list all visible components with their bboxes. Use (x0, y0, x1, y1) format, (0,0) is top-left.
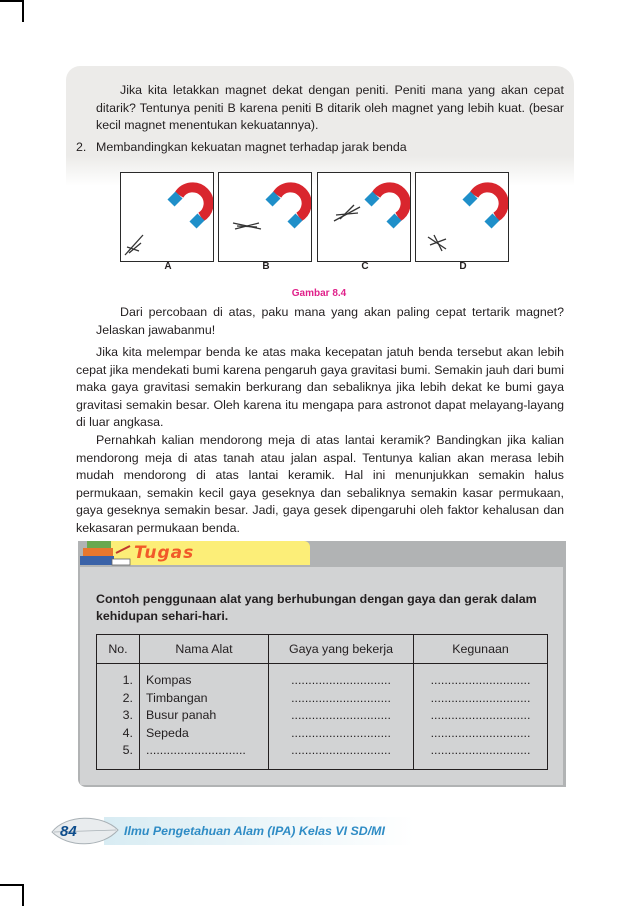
crop-mark (22, 0, 24, 22)
number-column (97, 664, 140, 770)
figure-label-b: B (262, 261, 270, 272)
answer-blank: ............................. (291, 690, 391, 705)
task-title: Tugas (134, 543, 195, 563)
row-number: 3. (122, 708, 133, 723)
answer-blank: ............................. (291, 725, 391, 740)
answer-blank: ............................. (430, 690, 531, 705)
row-number: 5. (122, 743, 133, 758)
item-2-text: Membandingkan kekuatan magnet terhadap jarak benda (96, 140, 407, 154)
page-number: 84 (60, 823, 77, 840)
tool-name-blank: ............................. (146, 743, 246, 758)
answer-blank: ............................. (291, 743, 391, 758)
usage-column (414, 664, 548, 770)
figure-label-c: C (361, 261, 369, 272)
header-kegunaan: Kegunaan (414, 635, 548, 664)
figure-panel-d (415, 172, 509, 262)
task-prompt: Contoh penggunaan alat yang berhubungan dengan gaya dan gerak dalam kehidupan sehari-hari. (96, 592, 537, 623)
magnet-figure (120, 170, 512, 275)
crop-mark (0, 884, 22, 886)
tool-name: Busur panah (146, 708, 217, 723)
row-number: 1. (122, 673, 133, 687)
figure-panel-a (120, 172, 214, 262)
question-paragraph: Dari percobaan di atas, paku mana yang akan paling cepat tertarik magnet? Jelaskan jawabanmu! (96, 305, 564, 337)
header-gaya: Gaya yang bekerja (269, 635, 414, 664)
figure-label-d: D (459, 261, 467, 272)
tool-name: Sepeda (146, 725, 189, 740)
figure-panel-b (218, 172, 312, 262)
answer-blank: ............................. (430, 673, 531, 687)
figure-caption: Gambar 8.4 (291, 288, 347, 299)
books-illustration-icon (78, 538, 134, 570)
tool-name: Timbangan (146, 690, 208, 705)
magnet-pins-illustration (219, 173, 311, 261)
figure-label-a: A (164, 261, 172, 272)
row-number: 2. (122, 690, 133, 705)
answer-blank: ............................. (291, 673, 391, 687)
answer-blank: ............................. (430, 725, 531, 740)
book-title: Ilmu Pengetahuan Alam (IPA) Kelas VI SD/MI (124, 824, 385, 838)
magnet-pins-illustration (416, 173, 508, 261)
answer-blank: ............................. (430, 743, 531, 758)
table-header-row (97, 635, 548, 664)
crop-mark (22, 884, 24, 906)
magnet-pins-illustration (121, 173, 213, 261)
header-no: No. (97, 635, 140, 664)
intro-paragraph: Jika kita letakkan magnet dekat dengan peniti. Peniti mana yang akan cepat ditarik? Tentunya peniti B karena peniti B ditarik oleh magnet yang lebih kuat. (besar kecil magnet menentukan kekuatannya). (96, 83, 564, 132)
item-2-number: 2. (76, 140, 87, 154)
crop-mark (0, 0, 22, 2)
friction-paragraph: Pernahkah kalian mendorong meja di atas lantai keramik? Bandingkan jika kalian mendorong meja di atas tanah atau jalan aspal. Tentunya kalian akan merasa lebih mudah mendorong di atas lantai keramik. Hal ini menunjukkan semakin halus permukaan, semakin kecil gaya geseknya dan sebaliknya semakin kasar permukaan, gaya geseknya semakin besar. Jadi, gaya gesek dipengaruhi oleh faktor kehalusan dan kekasaran permukaan benda. (76, 433, 564, 535)
answer-blank: ............................. (430, 708, 531, 723)
answer-blank: ............................. (291, 708, 391, 723)
tool-column (140, 664, 269, 770)
task-table (96, 634, 548, 770)
header-nama-alat: Nama Alat (140, 635, 269, 664)
figure-panel-c (317, 172, 411, 262)
magnet-pins-illustration (318, 173, 410, 261)
table-row (97, 664, 548, 770)
gravity-paragraph: Jika kita melempar benda ke atas maka kecepatan jatuh benda tersebut akan lebih cepat jika mendekati bumi karena pengaruh gaya gravitasi bumi. Semakin jauh dari bumi maka gaya gravitasi semakin berkurang dan sebaliknya jika lebih dekat ke bumi gaya gravitasi semakin besar. Oleh karena itu mengapa para astronot dapat melayang-layang di luar angkasa. (76, 345, 564, 429)
row-number: 4. (122, 725, 133, 740)
tool-name: Kompas (146, 673, 192, 687)
force-column (269, 664, 414, 770)
